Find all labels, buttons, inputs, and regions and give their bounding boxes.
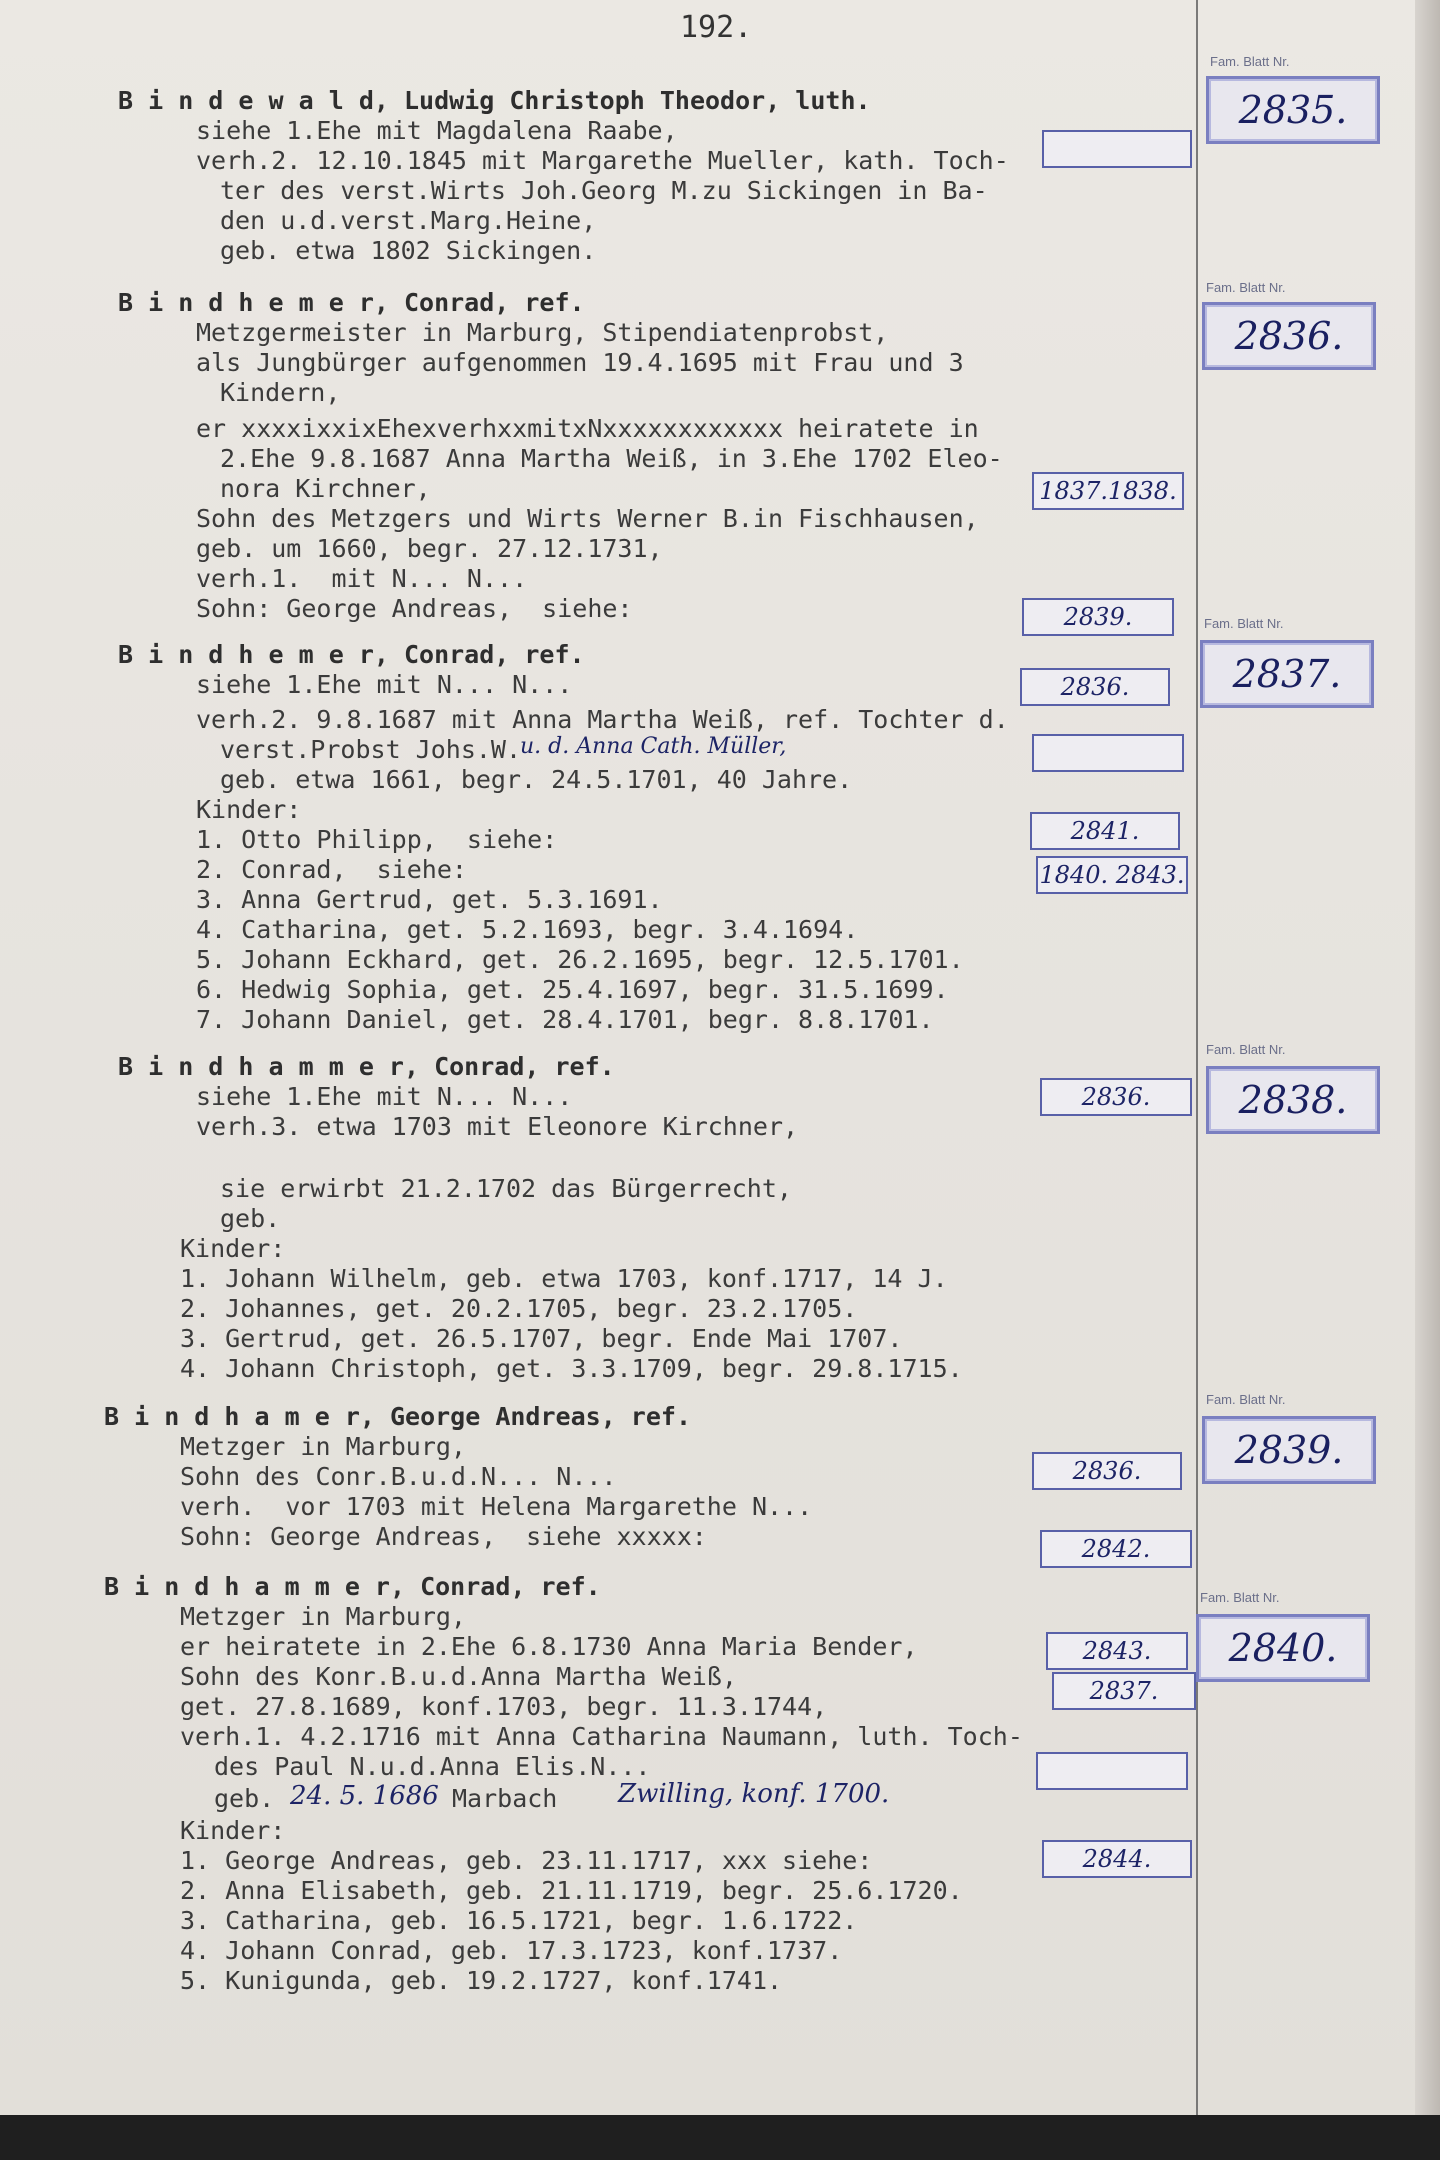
record-line: 6. Hedwig Sophia, get. 25.4.1697, begr. 31.5.1699. [196, 975, 949, 1004]
record-line: verst.Probst Johs.W. [220, 735, 522, 764]
record-line: Marbach [452, 1784, 558, 1813]
fam-blatt-label: Fam. Blatt Nr. [1206, 1042, 1286, 1057]
fam-blatt-label: Fam. Blatt Nr. [1200, 1590, 1280, 1605]
record-line: des Paul N.u.d.Anna Elis.N... [214, 1752, 651, 1781]
entry-heading: B i n d h a m e r, George Andreas, ref. [104, 1402, 691, 1431]
cross-reference-box [1042, 130, 1192, 168]
entry-heading: B i n d h a m m e r, Conrad, ref. [104, 1572, 601, 1601]
cross-reference-box: 2844. [1042, 1840, 1192, 1878]
record-line: 5. Johann Eckhard, get. 26.2.1695, begr. 12.5.1701. [196, 945, 964, 974]
record-line: 2.Ehe 9.8.1687 Anna Martha Weiß, in 3.Ehe 1702 Eleo- [220, 444, 1003, 473]
cross-reference-box [1032, 734, 1184, 772]
fam-blatt-label: Fam. Blatt Nr. [1204, 616, 1284, 631]
record-line: Metzger in Marburg, [180, 1432, 466, 1461]
entry-heading: B i n d e w a l d, Ludwig Christoph Theodor, luth. [118, 86, 871, 115]
record-line: er heiratete in 2.Ehe 6.8.1730 Anna Maria Bender, [180, 1632, 918, 1661]
record-line: 2. Conrad, siehe: [196, 855, 467, 884]
cross-reference-box: 2836. [1032, 1452, 1182, 1490]
handwritten-birth-date: 24. 5. 1686 [290, 1781, 439, 1811]
entry-heading: B i n d h e m e r, Conrad, ref. [118, 288, 585, 317]
record-line: als Jungbürger aufgenommen 19.4.1695 mit Frau und 3 [196, 348, 964, 377]
record-line: Metzgermeister in Marburg, Stipendiatenprobst, [196, 318, 889, 347]
cross-reference-box [1036, 1752, 1188, 1790]
page-number: 192. [680, 10, 753, 45]
record-line: siehe 1.Ehe mit N... N... [196, 670, 573, 699]
record-line: den u.d.verst.Marg.Heine, [220, 206, 597, 235]
record-line: er xxxxixxixEhexverhxxmitxNxxxxxxxxxxxx heiratete in [196, 414, 979, 443]
record-line: Sohn: George Andreas, siehe xxxxx: [180, 1522, 707, 1551]
fam-blatt-number: 2839. [1202, 1416, 1376, 1484]
record-line: siehe 1.Ehe mit Magdalena Raabe, [196, 116, 678, 145]
cross-reference-box: 2837. [1052, 1672, 1196, 1710]
record-line: 1. Otto Philipp, siehe: [196, 825, 558, 854]
record-line: 2. Johannes, get. 20.2.1705, begr. 23.2.1705. [180, 1294, 858, 1323]
record-line: Sohn des Metzgers und Wirts Werner B.in Fischhausen, [196, 504, 979, 533]
handwritten-addition: u. d. Anna Cath. Müller, [520, 734, 787, 759]
record-line: verh.3. etwa 1703 mit Eleonore Kirchner, [196, 1112, 799, 1141]
record-line: Kinder: [180, 1816, 286, 1845]
record-line: 3. Anna Gertrud, get. 5.3.1691. [196, 885, 663, 914]
fam-blatt-number: 2835. [1206, 76, 1380, 144]
cross-reference-box: 2839. [1022, 598, 1174, 636]
record-line: verh. vor 1703 mit Helena Margarethe N... [180, 1492, 813, 1521]
record-line: 1. Johann Wilhelm, geb. etwa 1703, konf.1717, 14 J. [180, 1264, 948, 1293]
entry-heading: B i n d h a m m e r, Conrad, ref. [118, 1052, 615, 1081]
record-line: geb. etwa 1802 Sickingen. [220, 236, 597, 265]
record-line: sie erwirbt 21.2.1702 das Bürgerrecht, [220, 1174, 792, 1203]
record-line: verh.1. mit N... N... [196, 564, 528, 593]
record-line: geb. [220, 1204, 281, 1233]
record-line: 4. Johann Conrad, geb. 17.3.1723, konf.1737. [180, 1936, 843, 1965]
fam-blatt-number: 2838. [1206, 1066, 1380, 1134]
record-line: 2. Anna Elisabeth, geb. 21.11.1719, begr. 25.6.1720. [180, 1876, 963, 1905]
record-line: verh.2. 12.10.1845 mit Margarethe Mueller, kath. Toch- [196, 146, 1009, 175]
record-line: Sohn des Konr.B.u.d.Anna Martha Weiß, [180, 1662, 737, 1691]
cross-reference-box: 2843. [1046, 1632, 1188, 1670]
record-line: Kinder: [180, 1234, 286, 1263]
cross-reference-box: 2836. [1020, 668, 1170, 706]
record-line: ter des verst.Wirts Joh.Georg M.zu Sickingen in Ba- [220, 176, 988, 205]
fam-blatt-label: Fam. Blatt Nr. [1210, 54, 1290, 69]
scan-border [0, 2115, 1440, 2160]
record-line: geb. [214, 1784, 275, 1813]
record-line: 4. Johann Christoph, get. 3.3.1709, begr. 29.8.1715. [180, 1354, 963, 1383]
fam-blatt-number: 2837. [1200, 640, 1374, 708]
record-line: Kinder: [196, 795, 302, 824]
record-line: verh.1. 4.2.1716 mit Anna Catharina Naumann, luth. Toch- [180, 1722, 1023, 1751]
record-line: Metzger in Marburg, [180, 1602, 466, 1631]
record-line: 3. Gertrud, get. 26.5.1707, begr. Ende Mai 1707. [180, 1324, 903, 1353]
record-line: 7. Johann Daniel, get. 28.4.1701, begr. 8.8.1701. [196, 1005, 934, 1034]
fam-blatt-number: 2836. [1202, 302, 1376, 370]
handwritten-note: Zwilling, konf. 1700. [618, 1779, 890, 1809]
cross-reference-box: 2841. [1030, 812, 1180, 850]
record-line: 3. Catharina, geb. 16.5.1721, begr. 1.6.1722. [180, 1906, 858, 1935]
record-line: 5. Kunigunda, geb. 19.2.1727, konf.1741. [180, 1966, 783, 1995]
record-line: Sohn des Conr.B.u.d.N... N... [180, 1462, 617, 1491]
cross-reference-box: 1837.1838. [1032, 472, 1184, 510]
record-line: Kindern, [220, 378, 341, 407]
record-line: 4. Catharina, get. 5.2.1693, begr. 3.4.1694. [196, 915, 859, 944]
cross-reference-box: 2836. [1040, 1078, 1192, 1116]
record-line: 1. George Andreas, geb. 23.11.1717, xxx siehe: [180, 1846, 873, 1875]
record-line: geb. um 1660, begr. 27.12.1731, [196, 534, 663, 563]
fam-blatt-number: 2840. [1196, 1614, 1370, 1682]
record-line: verh.2. 9.8.1687 mit Anna Martha Weiß, ref. Tochter d. [196, 705, 1009, 734]
record-line: get. 27.8.1689, konf.1703, begr. 11.3.1744, [180, 1692, 828, 1721]
record-line: siehe 1.Ehe mit N... N... [196, 1082, 573, 1111]
record-line: geb. etwa 1661, begr. 24.5.1701, 40 Jahre. [220, 765, 853, 794]
fam-blatt-label: Fam. Blatt Nr. [1206, 280, 1286, 295]
entry-heading: B i n d h e m e r, Conrad, ref. [118, 640, 585, 669]
cross-reference-box: 1840. 2843. [1036, 856, 1188, 894]
page-edge [1415, 0, 1440, 2115]
margin-rule [1196, 0, 1198, 2115]
record-line: Sohn: George Andreas, siehe: [196, 594, 633, 623]
fam-blatt-label: Fam. Blatt Nr. [1206, 1392, 1286, 1407]
cross-reference-box: 2842. [1040, 1530, 1192, 1568]
record-line: nora Kirchner, [220, 474, 431, 503]
